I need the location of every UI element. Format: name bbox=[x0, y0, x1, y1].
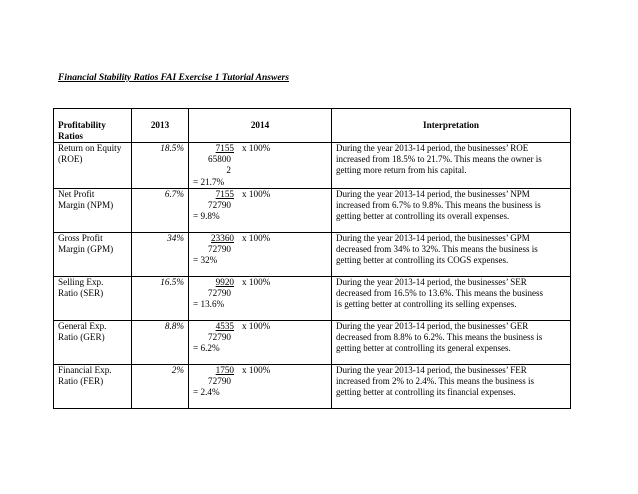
calc-result: = 21.7% bbox=[193, 176, 225, 187]
ratios-table bbox=[53, 108, 571, 409]
calc-multiplier: x 100% bbox=[242, 143, 271, 153]
calc-numerator: 9920 bbox=[215, 276, 234, 287]
calc-multiplier: x 100% bbox=[242, 188, 271, 199]
calc-denominator: 72790 bbox=[208, 288, 231, 299]
ratios-body bbox=[54, 143, 571, 409]
calc-multiplier: x 100% bbox=[242, 364, 271, 375]
calc-denominator: 65800 bbox=[208, 154, 231, 165]
table-row bbox=[54, 364, 571, 408]
ratio-name: Selling Exp. Ratio (SER) bbox=[54, 276, 132, 320]
ratio-name: Financial Exp. Ratio (FER) bbox=[54, 364, 132, 408]
calc-multiplier: x 100% bbox=[242, 320, 271, 331]
calc-2014 bbox=[189, 143, 332, 189]
calc-multiplier: x 100% bbox=[242, 276, 271, 287]
interpretation-text: During the year 2013-14 period, the businesses’ NPM increased from 6.7% to 9.8%. This means the business is getting better at controlling its overall expenses. bbox=[332, 188, 571, 232]
calc-multiplier: x 100% bbox=[242, 232, 271, 243]
ratio-name: Net Profit Margin (NPM) bbox=[54, 188, 132, 232]
table-row bbox=[54, 320, 571, 364]
header-interpretation: Interpretation bbox=[332, 109, 571, 143]
value-2013: 34% bbox=[132, 232, 189, 276]
calc-2014 bbox=[189, 188, 332, 232]
calc-denominator: 72790 bbox=[208, 376, 231, 387]
calc-denominator: 72790 bbox=[208, 332, 231, 343]
calc-2014 bbox=[189, 320, 332, 364]
interpretation-text: During the year 2013-14 period, the businesses’ FER increased from 2% to 2.4%. This means the business is getting better at controlling its financial expenses. bbox=[332, 364, 571, 408]
table-row bbox=[54, 232, 571, 276]
value-2013: 2% bbox=[132, 364, 189, 408]
interpretation-text: During the year 2013-14 period, the businesses’ GER decreased from 8.8% to 6.2%. This means the business is getting better at controlling its general expenses. bbox=[332, 320, 571, 364]
calc-numerator: 1750 bbox=[215, 364, 234, 375]
calc-numerator: 7155 bbox=[215, 143, 234, 153]
calc-result: = 32% bbox=[193, 255, 218, 266]
table-row bbox=[54, 276, 571, 320]
value-2013: 18.5% bbox=[132, 143, 189, 189]
table-row bbox=[54, 143, 571, 189]
ratio-name: Return on Equity (ROE) bbox=[54, 143, 132, 189]
header-row bbox=[54, 109, 571, 143]
calc-extra: 2 bbox=[226, 165, 231, 176]
calc-denominator: 72790 bbox=[208, 244, 231, 255]
calc-result: = 6.2% bbox=[193, 343, 220, 354]
calc-numerator: 7155 bbox=[215, 188, 234, 199]
header-2013: 2013 bbox=[132, 109, 189, 143]
table-row bbox=[54, 188, 571, 232]
value-2013: 16.5% bbox=[132, 276, 189, 320]
interpretation-text: During the year 2013-14 period, the businesses’ GPM decreased from 34% to 32%. This means the business is getting better at controlling its COGS expenses. bbox=[332, 232, 571, 276]
header-2014: 2014 bbox=[189, 109, 332, 143]
header-ratios: Profitability Ratios bbox=[54, 109, 132, 143]
ratio-name: General Exp. Ratio (GER) bbox=[54, 320, 132, 364]
ratio-name: Gross Profit Margin (GPM) bbox=[54, 232, 132, 276]
value-2013: 8.8% bbox=[132, 320, 189, 364]
value-2013: 6.7% bbox=[132, 188, 189, 232]
calc-result: = 9.8% bbox=[193, 211, 220, 222]
calc-2014 bbox=[189, 364, 332, 408]
calc-2014 bbox=[189, 232, 332, 276]
calc-numerator: 23360 bbox=[211, 232, 234, 243]
calc-numerator: 4535 bbox=[215, 320, 234, 331]
calc-result: = 2.4% bbox=[193, 387, 220, 398]
calc-2014 bbox=[189, 276, 332, 320]
calc-result: = 13.6% bbox=[193, 299, 225, 310]
calc-denominator: 72790 bbox=[208, 200, 231, 211]
document-title: Financial Stability Ratios FAI Exercise 1 Tutorial Answers bbox=[58, 73, 289, 83]
interpretation-text: During the year 2013-14 period, the businesses’ ROE increased from 18.5% to 21.7%. This means the owner is getting more return from his capital. bbox=[332, 143, 571, 189]
interpretation-text: During the year 2013-14 period, the businesses’ SER decreased from 16.5% to 13.6%. This means the business is getting better at controlling its selling expenses. bbox=[332, 276, 571, 320]
